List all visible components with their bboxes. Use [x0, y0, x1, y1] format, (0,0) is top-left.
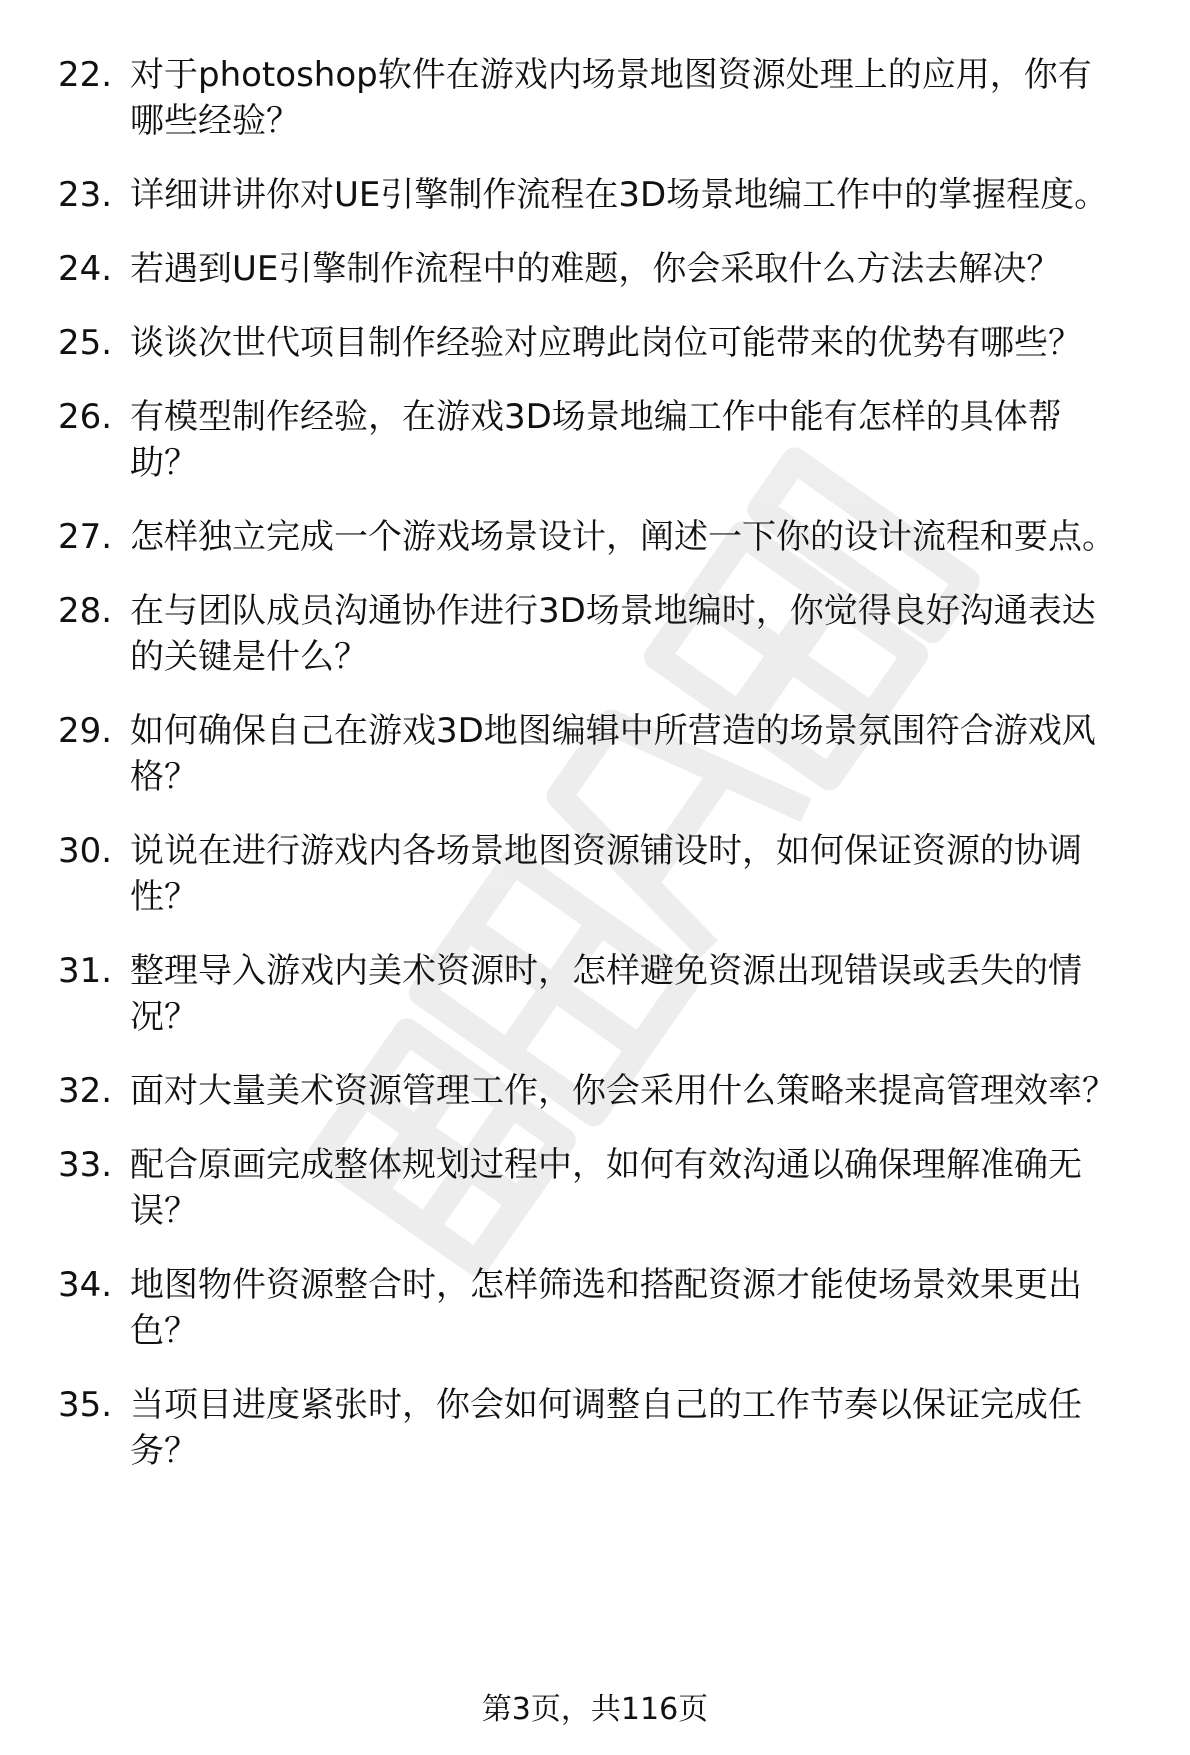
question-number: 24. [58, 249, 113, 289]
question-number: 29. [58, 711, 113, 751]
question-number: 27. [58, 517, 113, 557]
question-number: 26. [58, 397, 113, 437]
question-text: 详细讲讲你对UE引擎制作流程在3D场景地编工作中的掌握程度。 [130, 175, 1109, 215]
question-item [0, 172, 1190, 218]
question-number: 28. [58, 591, 113, 631]
page-number-footer: 第3页，共116页 [481, 1692, 709, 1727]
question-number: 34. [58, 1265, 113, 1305]
question-text: 整理导入游戏内美术资源时，怎样避免资源出现错误或丢失的情况？ [130, 951, 1082, 1037]
question-text: 怎样独立完成一个游戏场景设计，阐述一下你的设计流程和要点。 [130, 517, 1116, 557]
question-item [0, 828, 1190, 920]
question-number: 35. [58, 1385, 113, 1425]
question-item [0, 52, 1190, 144]
question-text: 地图物件资源整合时，怎样筛选和搭配资源才能使场景效果更出色？ [130, 1265, 1082, 1351]
question-text: 配合原画完成整体规划过程中，如何有效沟通以确保理解准确无误？ [130, 1145, 1082, 1231]
question-item [0, 1142, 1190, 1234]
question-text: 对于photoshop软件在游戏内场景地图资源处理上的应用，你有哪些经验？ [130, 55, 1092, 141]
question-item [0, 514, 1190, 560]
question-text: 当项目进度紧张时，你会如何调整自己的工作节奏以保证完成任务？ [130, 1385, 1082, 1471]
question-number: 25. [58, 323, 113, 363]
question-text: 面对大量美术资源管理工作，你会采用什么策略来提高管理效率？ [130, 1071, 1116, 1111]
question-number: 23. [58, 175, 113, 215]
question-text: 若遇到UE引擎制作流程中的难题，你会采取什么方法去解决？ [130, 249, 1061, 289]
question-item [0, 708, 1190, 800]
question-item [0, 394, 1190, 486]
question-number: 22. [58, 55, 113, 95]
question-text: 在与团队成员沟通协作进行3D场景地编时，你觉得良好沟通表达的关键是什么？ [130, 591, 1096, 677]
question-item [0, 1068, 1190, 1114]
question-number: 30. [58, 831, 113, 871]
question-item [0, 1262, 1190, 1354]
question-text: 谈谈次世代项目制作经验对应聘此岗位可能带来的优势有哪些？ [130, 323, 1082, 363]
question-item [0, 588, 1190, 680]
question-item [0, 320, 1190, 366]
question-text: 说说在进行游戏内各场景地图资源铺设时，如何保证资源的协调性？ [130, 831, 1082, 917]
question-item [0, 1382, 1190, 1474]
question-text: 有模型制作经验，在游戏3D场景地编工作中能有怎样的具体帮助？ [130, 397, 1062, 483]
question-text: 如何确保自己在游戏3D地图编辑中所营造的场景氛围符合游戏风格？ [130, 711, 1096, 797]
question-number: 32. [58, 1071, 113, 1111]
question-number: 31. [58, 951, 113, 991]
question-item [0, 246, 1190, 292]
question-number: 33. [58, 1145, 113, 1185]
question-item [0, 948, 1190, 1040]
question-list [0, 52, 1190, 1502]
